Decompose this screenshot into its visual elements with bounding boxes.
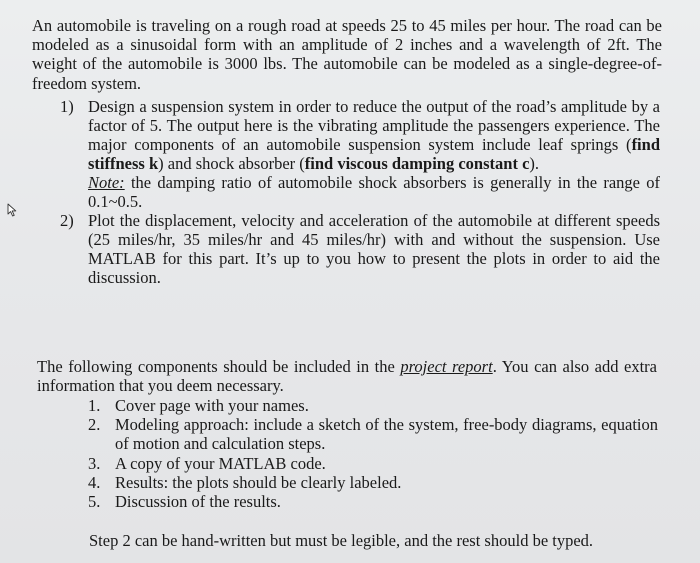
damping-note [88, 173, 660, 211]
stiffness-instruction: find stiffness k [88, 135, 660, 173]
list-item-text: Cover page with your names. [115, 396, 309, 415]
list-item [88, 396, 658, 415]
report-intro-text: The following components should be included in the [37, 357, 401, 376]
task-item-2 [60, 211, 660, 287]
task-item-1 [60, 97, 660, 211]
arrow-cursor-icon [7, 203, 17, 217]
project-report-link: project report [400, 357, 493, 376]
list-item-text: A copy of your MATLAB code. [115, 453, 326, 473]
list-item-text: Discussion of the results. [115, 492, 281, 512]
task-text: Design a suspension system in order to reduce the output of the road’s amplitude by a factor of 5. The output here is the vibrating amplitude the passengers experience. The major components of an automobile suspension system include leaf springs ( [88, 97, 660, 154]
damping-instruction: find viscous damping constant c [304, 154, 530, 173]
list-item [88, 415, 658, 453]
list-item-number: 3. [88, 453, 101, 473]
list-item-number: 1. [88, 396, 101, 415]
task-number: 1) [60, 97, 74, 116]
task-number: 2) [60, 211, 74, 230]
submission-note: Step 2 can be hand-written but must be legible, and the rest should be typed. [89, 531, 594, 550]
list-item [88, 492, 658, 511]
list-item [88, 454, 658, 473]
note-text: the damping ratio of automobile shock absorbers is generally in the range of 0.1~0.5. [88, 173, 660, 211]
task-text: Plot the displacement, velocity and acceleration of the automobile at different speeds (25 miles/hr, 35 miles/hr and 45 miles/hr) with and without the suspension. Use MATLAB for this part. It’s up to you how to present the plots in order to aid the discussion. [88, 211, 660, 287]
problem-statement: An automobile is traveling on a rough road at speeds 25 to 45 miles per hour. The road can be modeled as a sinusoidal form with an amplitude of 2 inches and a wavelength of 2ft. The weight of the automobile is 3000 lbs. The automobile can be modeled as a single-degree-of-freedom system. [32, 16, 662, 93]
list-item-text: Modeling approach: include a sketch of the system, free-body diagrams, equation of motion and calculation steps. [115, 415, 658, 454]
report-requirements [37, 357, 657, 395]
list-item-number: 4. [88, 472, 101, 492]
task-text-middle: ) and shock absorber ( [158, 154, 305, 173]
task-list [60, 97, 660, 287]
list-item-text: Results: the plots should be clearly labeled. [115, 472, 402, 492]
list-item-number: 5. [88, 492, 101, 512]
list-item-number: 2. [88, 415, 101, 435]
report-component-list [88, 396, 658, 511]
task-text-end: ). [529, 154, 540, 173]
note-label: Note: [88, 173, 125, 192]
list-item [88, 473, 658, 492]
report-intro-text-end: . You can also add extra information that you deem necessary. [37, 357, 657, 396]
